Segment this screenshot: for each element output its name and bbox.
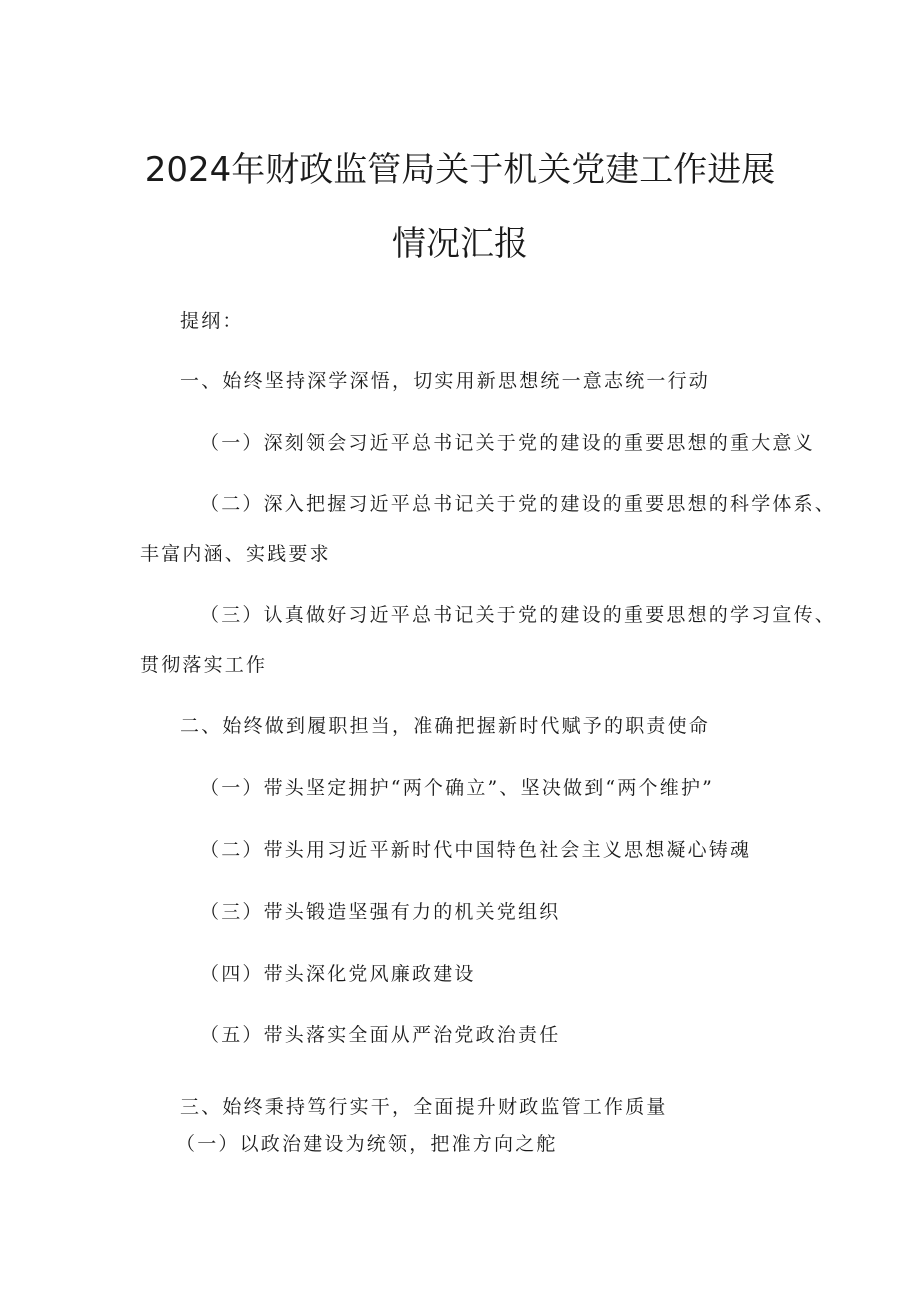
document-title-line-2: 情况汇报 — [392, 224, 528, 264]
section-2-item-3: （三）带头锻造坚强有力的机关党组织 — [200, 901, 561, 923]
section-heading-2: 二、始终做到履职担当，准确把握新时代赋予的职责使命 — [180, 715, 711, 737]
section-1-item-2: （二）深入把握习近平总书记关于党的建设的重要思想的科学体系、 — [200, 493, 837, 515]
section-2-item-1: （一）带头坚定拥护“两个确立”、坚决做到“两个维护” — [200, 777, 715, 799]
document-title-line-1: 2024年财政监管局关于机关党建工作进展 — [144, 150, 776, 190]
section-1-item-3: （三）认真做好习近平总书记关于党的建设的重要思想的学习宣传、 — [200, 604, 837, 626]
outline-label: 提纲： — [180, 310, 244, 332]
section-2-item-4: （四）带头深化党风廉政建设 — [200, 963, 476, 985]
section-3-item-1: （一）以政治建设为统领，把准方向之舵 — [176, 1133, 558, 1155]
section-1-item-2-continuation: 丰富内涵、实践要求 — [140, 543, 331, 565]
section-2-item-2: （二）带头用习近平新时代中国特色社会主义思想凝心铸魂 — [200, 839, 752, 861]
section-heading-3: 三、始终秉持笃行实干，全面提升财政监管工作质量 — [180, 1096, 668, 1118]
section-heading-1: 一、始终坚持深学深悟，切实用新思想统一意志统一行动 — [180, 370, 711, 392]
section-1-item-3-continuation: 贯彻落实工作 — [140, 654, 268, 676]
section-1-item-1: （一）深刻领会习近平总书记关于党的建设的重要思想的重大意义 — [200, 432, 815, 454]
section-2-item-5: （五）带头落实全面从严治党政治责任 — [200, 1024, 561, 1046]
